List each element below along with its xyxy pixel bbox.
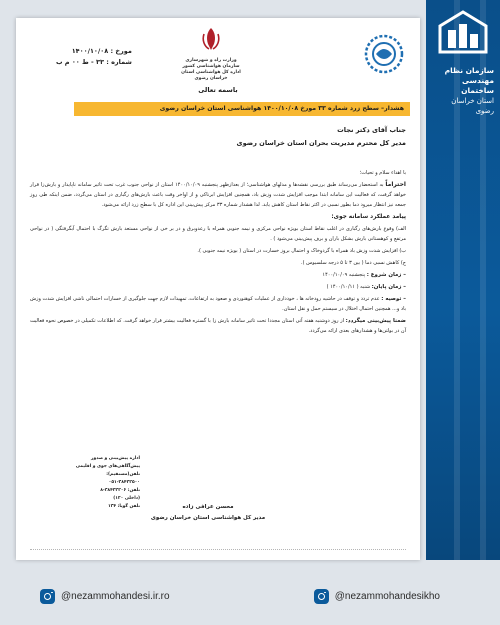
emblem-line: سازمان هواشناسی کشور [182,64,240,69]
forecast-note-label: ضمنا پیش‌بینی میگردد: [345,318,406,324]
end-time [30,282,406,292]
social-handle-left[interactable] [40,589,170,604]
contact-extension: (داخلی ۱۲۰) [113,496,140,501]
emblem-line: اداره کل هواشناسی استان خراسان رضوی [181,70,241,81]
impact-item-a: الف) وقوع بارش‌های رگباری در اغلب نقاط استان بویژه نواحی مرکزی و نیمه جنوبی همراه با رعدوبرق و در بر خی از نواحی مستعد بارش تگرگ با احتمال آبگرفتگی ( در نواحی مرتفع و کوهستانی بارش بشکل باران و برف پیش‌بینی می‌شود ) . [30,226,406,242]
brand-line-1: سازمان نظام مهندسی ساختمان [444,66,494,95]
impact-item-b: ب) افزایش شدت وزش باد همراه با گردوخاک و احتمال بروز خسارت در استان ( بویژه نیمه جنوبی ). [197,248,406,254]
divider [30,549,406,550]
social-handle-text: @nezammohandesi.ir.ro [61,591,170,602]
end-value: شنبه ( ۱۴۰۰/۱۰/۱۱ ) [326,284,371,290]
intro-lead: احتراماً [385,181,406,188]
emblem-line: وزارت راه و شهرسازی [185,58,237,63]
end-label: – زمان پایان: [371,284,406,290]
recommendation-text: عدم تردد و توقف در حاشیه رودخانه ها ، خودداری از عملیات کوهنوردی و صعود به ارتفاعات، تمهیدات لازم جهت جلوگیری از خسارات احتمالی ناشی افزایش شدت وزش باد و... همچنین احتمال اختلال در سیستم حمل و نقل استان. [30,296,406,312]
footer [0,568,500,625]
iran-emblem [176,26,246,82]
addressee-block [237,124,406,150]
brand-strip [426,0,500,560]
paragraph-intro [30,180,406,210]
recommendation-label: – توصیه : [381,296,406,302]
letter-reference [56,46,132,68]
signer-name: محسن عرافی زاده [182,504,234,510]
start-time [30,270,406,280]
letter-date: مورخ : ۱۴۰۰/۱۰/۰۸ [71,47,132,55]
letter-number: شماره : ۳۳ - ط ۰۰ م ب [56,58,132,66]
social-handle-text: @nezammohandesikho [334,591,440,602]
intro-text: به استحضار می‌رساند طبق بررسی نقشه‌ها و مدلهای هواشناسی؛ از بعدازظهر پنجشنبه ۱۴۰۰/۱۰/۰۹ استان از نواحی جنوب غرب تحت تاثیر سامانه ناپایدار و بارش‌زا قرار خواهد گرفت، که فعالیت این سامانه ابتدا موجب افزایش شدت وزش باد، همچنین افزایش ابرناکی و از اواخر وقت باعث بارش‌های رگباری در استان می‌گردد، ضمن اینکه طی روز جمعه نیز انتظار میرود دما بطور نسبی در اکثر نقاط استان کاهش یابد. لذا هشدار شماره ۳۳ مرکز پیش‌بینی این اداره کل با سطح زرد ارائه می‌شود. [30,182,406,208]
forecast-note-text: از روز دوشنبه هفته آتی استان مجددا تحت تاثیر سامانه بارش زا با گستره فعالیت بیشتر قرار خواهد گرفت. که اطلاعات تکمیلی در خصوص نحوه فعالیت آن در بولتن‌ها و هشدارهای بعدی ارائه می‌گردد. [30,318,406,334]
addressee-title: مدیر کل محترم مدیریت بحران استان خراسان رضوی [236,139,406,147]
instagram-icon [314,589,329,604]
impact-heading: پیامد عملکرد سامانه جوی: [331,214,406,220]
instagram-icon [40,589,55,604]
brand-name [432,66,494,116]
alert-banner: هشدار– سطح زرد شماره ۳۳ مورخ ۱۴۰۰/۱۰/۰۸ هواشناسی استان خراسان رضوی [74,102,410,116]
contact-voice-line: تلفن گویا: ۱۳۴ [107,504,140,509]
recommendation [30,294,406,314]
contact-title: اداره پیش‌بینی و صدور پیش‌آگاهی‌های جوی و اقلیمی [75,456,140,469]
signature-block [128,502,288,524]
addressee-name: جناب آقای دکتر نجات [337,126,406,134]
greeting: با اهداء سلام و تحیات؛ [359,170,406,176]
impact-item-c: ج) کاهش نسبی دما ( بین ۳ تا ۵ درجه سلسیوس ). [301,260,406,266]
organization-logo-icon [434,8,492,60]
brand-line-2: استان خراسان رضوی [451,97,494,115]
signer-title: مدیر کل هواشناسی استان خراسان رضوی [150,515,266,521]
letter-heading: باسمه تعالی [198,86,238,94]
contact-phone-2: تلفن: ۳۸۴۲۲۲۰۶-۸ [100,488,140,493]
meteorology-seal-icon [362,32,406,76]
contact-phone: تلفن(مستقیم): ۳۸۴۲۲۵۰۰-۰۵۱ [106,472,140,485]
letter-document [16,18,420,560]
forecast-note [30,316,406,336]
iran-emblem-icon [200,26,222,52]
letter-body [30,168,406,338]
social-handle-right[interactable] [314,589,440,604]
start-label: – زمان شروع : [366,272,406,278]
start-value: پنجشنبه ۱۴۰۰/۱۰/۰۹ [322,272,366,278]
